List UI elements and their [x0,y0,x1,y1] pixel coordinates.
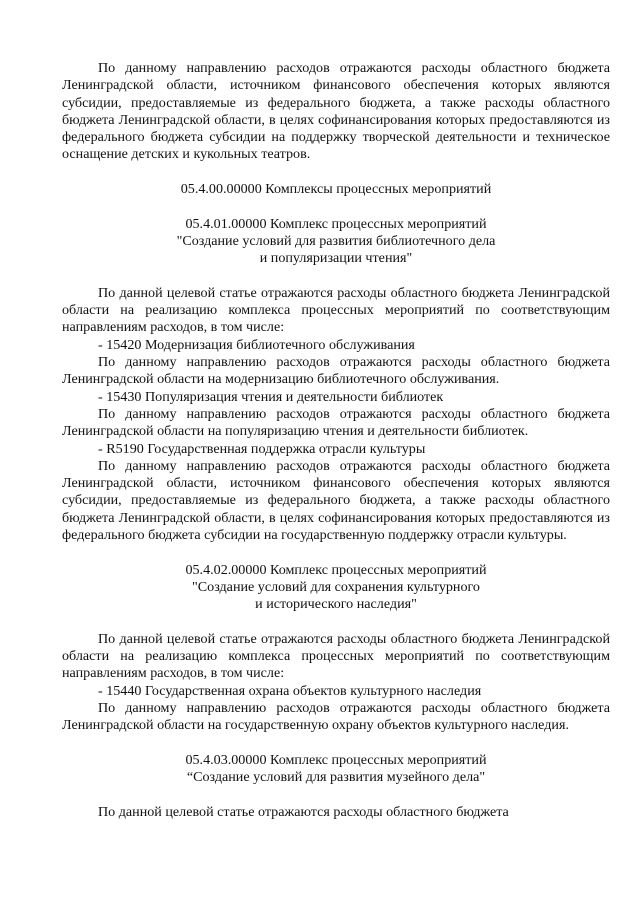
block1-intro: По данной целевой статье отражаются расходы областного бюджета Ленинградской области на реализацию комплекса процессных мероприятий по соответствующим направлениям расходов, в том числе: [62,284,610,336]
document-page [62,60,610,821]
block1-heading-line1: 05.4.01.00000 Комплекс процессных мероприятий [185,215,487,232]
block1-item1-code: - 15420 Модернизация библиотечного обслуживания [98,336,415,353]
block1-heading-line2: "Создание условий для развития библиотечного дела [176,232,496,249]
block2-heading-line2: "Создание условий для сохранения культурного [192,578,480,595]
block2-intro: По данной целевой статье отражаются расходы областного бюджета Ленинградской области на реализацию комплекса процессных мероприятий по соответствующим направлениям расходов, в том числе: [62,630,610,682]
block2-item1-text: По данному направлению расходов отражаются расходы областного бюджета Ленинградской области на государственную охрану объектов культурного наследия. [62,699,610,734]
block3-heading-line2: “Создание условий для развития музейного дела" [186,769,486,786]
block2-heading-line3: и исторического наследия" [255,596,417,613]
block1-item3-code: - R5190 Государственная поддержка отрасли культуры [98,440,426,457]
block3-intro-partial: По данной целевой статье отражаются расходы областного бюджета [98,803,509,820]
block1-item2-text: По данному направлению расходов отражаются расходы областного бюджета Ленинградской области на популяризацию чтения и деятельности библиотек. [62,405,610,440]
section-heading: 05.4.00.00000 Комплексы процессных мероприятий [180,181,492,198]
intro-paragraph: По данному направлению расходов отражаются расходы областного бюджета Ленинградской области, источником финансового обеспечения которых являются субсидии, предоставляемые из федерального бюджета, а также расходы областного бюджета Ленинградской области, в целях софинансирования которых предоставляются из федерального бюджета субсидии на поддержку творческой деятельности и техническое оснащение детских и кукольных театров. [62,60,610,163]
block2-heading-line1: 05.4.02.00000 Комплекс процессных мероприятий [185,561,487,578]
block1-item2-code: - 15430 Популяризация чтения и деятельности библиотек [98,388,444,405]
block3-heading-line1: 05.4.03.00000 Комплекс процессных мероприятий [185,751,487,768]
block1-item1-text: По данному направлению расходов отражаются расходы областного бюджета Ленинградской области на модернизацию библиотечного обслуживания. [62,354,610,388]
block1-item3-text: По данному направлению расходов отражаются расходы областного бюджета Ленинградской области, источником финансового обеспечения которых являются субсидии, предоставляемые из федерального бюджета, а также расходы областного бюджета Ленинградской области, в целях софинансирования которых предоставляются из федерального бюджета субсидии на государственную поддержку отрасли культуры. [62,457,610,544]
block2-item1-code: - 15440 Государственная охрана объектов культурного наследия [98,682,482,699]
block1-heading-line3: и популяризации чтения" [259,250,413,267]
